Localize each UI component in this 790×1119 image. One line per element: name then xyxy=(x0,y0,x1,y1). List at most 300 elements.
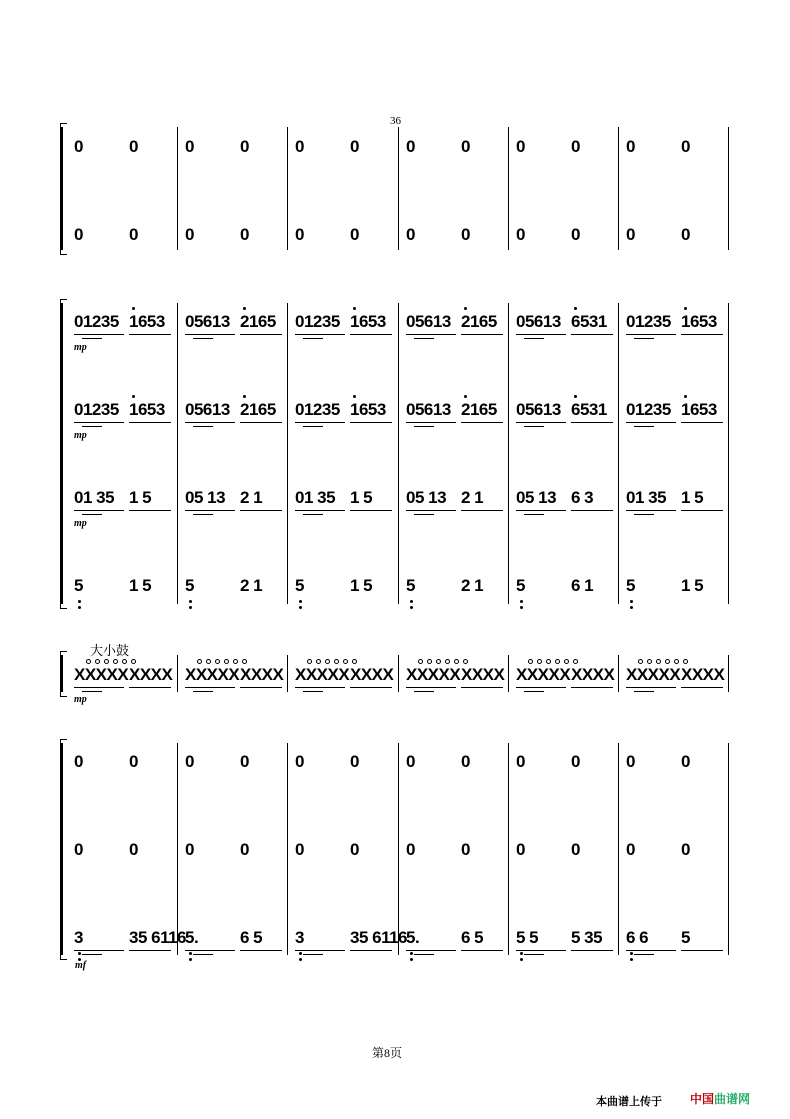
beam-line xyxy=(193,338,213,339)
beam-line xyxy=(82,514,102,515)
octave-dot xyxy=(189,952,192,955)
note-group: 5 xyxy=(626,576,635,595)
beam-line xyxy=(626,422,676,423)
barline xyxy=(618,127,619,250)
octave-dot xyxy=(520,600,523,603)
octave-dot xyxy=(684,307,687,310)
octave-dot xyxy=(189,606,192,609)
beam-line xyxy=(350,422,392,423)
octave-dot xyxy=(630,958,633,961)
accent-mark xyxy=(454,659,459,664)
beam-line xyxy=(129,687,171,688)
beam-line xyxy=(516,422,566,423)
beam-line xyxy=(461,422,503,423)
barline xyxy=(508,743,509,955)
octave-dot xyxy=(520,952,523,955)
note-group: 0 xyxy=(350,840,359,859)
note-group: 05 13 xyxy=(185,488,226,507)
beam-line xyxy=(634,338,654,339)
beam-line xyxy=(461,950,503,951)
beam-line xyxy=(295,422,345,423)
note-group: 0 xyxy=(185,225,194,244)
octave-dot xyxy=(299,600,302,603)
accent-mark xyxy=(307,659,312,664)
beam-line xyxy=(571,510,613,511)
barline xyxy=(728,655,729,692)
note-group: 01235 xyxy=(626,400,671,419)
beam-line xyxy=(74,950,124,951)
beam-line xyxy=(626,510,676,511)
note-group: 2165 xyxy=(240,400,276,419)
accent-mark xyxy=(131,659,136,664)
beam-line xyxy=(82,691,102,692)
note-group: 6 6 xyxy=(626,928,649,947)
note-group: 1 5 xyxy=(129,576,152,595)
note-group: 0 xyxy=(406,840,415,859)
note-group: 0 xyxy=(74,137,83,156)
octave-dot xyxy=(243,395,246,398)
beam-line xyxy=(185,950,235,951)
octave-dot xyxy=(243,307,246,310)
barline xyxy=(287,303,288,604)
note-group: 0 xyxy=(681,137,690,156)
note-group: 0 xyxy=(185,840,194,859)
octave-dot xyxy=(410,606,413,609)
octave-dot xyxy=(189,958,192,961)
octave-dot xyxy=(410,952,413,955)
accent-mark xyxy=(445,659,450,664)
note-group: 1 5 xyxy=(681,576,704,595)
note-group: XXXXX xyxy=(626,665,681,684)
accent-mark xyxy=(242,659,247,664)
barline xyxy=(728,743,729,955)
beam-line xyxy=(295,334,345,335)
barline xyxy=(728,303,729,604)
note-group: XXXX xyxy=(129,665,173,684)
beam-line xyxy=(634,691,654,692)
note-group: 2 1 xyxy=(461,576,484,595)
beam-line xyxy=(516,510,566,511)
beam-line xyxy=(303,514,323,515)
octave-dot xyxy=(353,307,356,310)
accent-mark xyxy=(343,659,348,664)
beam-line xyxy=(414,426,434,427)
note-group: 35 6116 xyxy=(350,928,408,947)
bracket-hook-top xyxy=(60,651,67,658)
note-group: 0 xyxy=(295,137,304,156)
accent-mark xyxy=(113,659,118,664)
note-group: 0 xyxy=(240,225,249,244)
drum-label: 大小鼓 xyxy=(90,643,130,658)
accent-mark xyxy=(564,659,569,664)
beam-line xyxy=(681,950,723,951)
beam-line xyxy=(74,334,124,335)
note-group: XXXX xyxy=(240,665,284,684)
note-group: XXXXX xyxy=(406,665,461,684)
accent-mark xyxy=(638,659,643,664)
beam-line xyxy=(129,510,171,511)
note-group: 0 xyxy=(406,137,415,156)
bracket-hook-top xyxy=(60,123,67,130)
bracket-hook-top xyxy=(60,739,67,746)
beam-line xyxy=(524,426,544,427)
note-group: 01235 xyxy=(295,400,340,419)
barline xyxy=(287,743,288,955)
bracket-hook-top xyxy=(60,299,67,306)
accent-mark xyxy=(555,659,560,664)
accent-mark xyxy=(427,659,432,664)
octave-dot xyxy=(299,952,302,955)
note-group: 0 xyxy=(571,840,580,859)
note-group: XXXXX xyxy=(74,665,129,684)
note-group: XXXX xyxy=(350,665,394,684)
footer-credit: 本曲谱上传于 xyxy=(596,1096,662,1108)
octave-dot xyxy=(132,395,135,398)
beam-line xyxy=(82,954,102,955)
accent-mark xyxy=(122,659,127,664)
note-group: 35 6116 xyxy=(129,928,187,947)
beam-line xyxy=(193,426,213,427)
note-group: 0 xyxy=(516,137,525,156)
beam-line xyxy=(414,514,434,515)
note-group: 05 13 xyxy=(406,488,447,507)
beam-line xyxy=(129,950,171,951)
note-group: 01235 xyxy=(74,400,119,419)
beam-line xyxy=(406,422,456,423)
note-group: 0 xyxy=(129,840,138,859)
accent-mark xyxy=(104,659,109,664)
beam-line xyxy=(681,334,723,335)
note-group: 0 xyxy=(129,752,138,771)
beam-line xyxy=(193,691,213,692)
note-group: 5 xyxy=(295,576,304,595)
note-group: 0 xyxy=(295,752,304,771)
note-group: 0 xyxy=(74,225,83,244)
note-group: 6531 xyxy=(571,400,607,419)
octave-dot xyxy=(684,395,687,398)
beam-line xyxy=(461,334,503,335)
note-group: 1 5 xyxy=(681,488,704,507)
dynamic-marking: mp xyxy=(74,694,87,705)
barline xyxy=(618,655,619,692)
accent-mark xyxy=(86,659,91,664)
accent-mark xyxy=(436,659,441,664)
beam-line xyxy=(129,334,171,335)
note-group: 2 1 xyxy=(240,576,263,595)
note-group: 0 xyxy=(350,225,359,244)
octave-dot xyxy=(630,606,633,609)
octave-dot xyxy=(78,606,81,609)
accent-mark xyxy=(528,659,533,664)
accent-mark xyxy=(316,659,321,664)
note-group: 0 xyxy=(626,137,635,156)
note-group: 05613 xyxy=(185,312,230,331)
beam-line xyxy=(185,510,235,511)
beam-line xyxy=(129,422,171,423)
note-group: 0 xyxy=(626,752,635,771)
note-group: 0 xyxy=(681,752,690,771)
beam-line xyxy=(240,510,282,511)
accent-mark xyxy=(418,659,423,664)
dynamic-marking: mp xyxy=(74,430,87,441)
note-group: 0 xyxy=(461,752,470,771)
note-group: 1653 xyxy=(129,400,165,419)
octave-dot xyxy=(464,395,467,398)
note-group: 01 35 xyxy=(295,488,336,507)
note-group: 0 xyxy=(571,137,580,156)
beam-line xyxy=(74,687,124,688)
accent-mark xyxy=(647,659,652,664)
note-group: 0 xyxy=(129,225,138,244)
note-group: 1653 xyxy=(350,400,386,419)
note-group: 2165 xyxy=(240,312,276,331)
octave-dot xyxy=(189,600,192,603)
note-group: 0 xyxy=(406,752,415,771)
barline xyxy=(618,743,619,955)
accent-mark xyxy=(95,659,100,664)
barline xyxy=(177,655,178,692)
beam-line xyxy=(571,334,613,335)
note-group: 2165 xyxy=(461,400,497,419)
accent-mark xyxy=(334,659,339,664)
note-group: 3 xyxy=(295,928,304,947)
beam-line xyxy=(303,426,323,427)
note-group: 5. xyxy=(185,928,199,947)
octave-dot xyxy=(520,606,523,609)
octave-dot xyxy=(299,606,302,609)
note-group: 0 xyxy=(516,752,525,771)
octave-dot xyxy=(353,395,356,398)
barline xyxy=(287,127,288,250)
beam-line xyxy=(516,687,566,688)
beam-line xyxy=(681,510,723,511)
note-group: 6 5 xyxy=(461,928,484,947)
note-group: 0 xyxy=(295,840,304,859)
beam-line xyxy=(185,334,235,335)
bracket-hook-bottom xyxy=(60,953,67,960)
note-group: 1653 xyxy=(681,400,717,419)
beam-line xyxy=(626,687,676,688)
barline xyxy=(508,127,509,250)
note-group: 0 xyxy=(681,225,690,244)
note-group: 01 35 xyxy=(626,488,667,507)
beam-line xyxy=(524,514,544,515)
beam-line xyxy=(295,687,345,688)
beam-line xyxy=(185,422,235,423)
note-group: 05613 xyxy=(406,312,451,331)
barline xyxy=(287,655,288,692)
note-group: 1653 xyxy=(350,312,386,331)
beam-line xyxy=(681,687,723,688)
system-bracket xyxy=(60,127,63,250)
accent-mark xyxy=(233,659,238,664)
barline xyxy=(398,743,399,955)
beam-line xyxy=(524,691,544,692)
beam-line xyxy=(634,954,654,955)
note-group: 6 3 xyxy=(571,488,594,507)
note-group: XXXX xyxy=(571,665,615,684)
barline xyxy=(728,127,729,250)
bracket-hook-bottom xyxy=(60,602,67,609)
octave-dot xyxy=(410,958,413,961)
note-group: 1653 xyxy=(681,312,717,331)
note-group: 0 xyxy=(295,225,304,244)
beam-line xyxy=(303,691,323,692)
barline xyxy=(398,655,399,692)
note-group: 0 xyxy=(626,840,635,859)
logo-prefix: 中国 xyxy=(690,1092,715,1106)
barline xyxy=(177,303,178,604)
note-group: XXXX xyxy=(461,665,505,684)
accent-mark xyxy=(206,659,211,664)
bracket-hook-bottom xyxy=(60,690,67,697)
dynamic-marking: mf xyxy=(75,960,87,971)
accent-mark xyxy=(665,659,670,664)
note-group: 1 5 xyxy=(350,576,373,595)
logo-suffix: 曲谱网 xyxy=(714,1092,751,1106)
beam-line xyxy=(571,950,613,951)
note-group: 0 xyxy=(516,840,525,859)
note-group: 3 xyxy=(74,928,83,947)
octave-dot xyxy=(630,600,633,603)
beam-line xyxy=(414,338,434,339)
note-group: XXXXX xyxy=(516,665,571,684)
barline xyxy=(398,303,399,604)
accent-mark xyxy=(656,659,661,664)
accent-mark xyxy=(352,659,357,664)
note-group: 5 xyxy=(185,576,194,595)
octave-dot xyxy=(520,958,523,961)
dynamic-marking: mp xyxy=(74,518,87,529)
barline xyxy=(618,303,619,604)
accent-mark xyxy=(674,659,679,664)
barline xyxy=(398,127,399,250)
note-group: 0 xyxy=(74,840,83,859)
note-group: 0 xyxy=(461,840,470,859)
beam-line xyxy=(240,334,282,335)
beam-line xyxy=(571,687,613,688)
note-group: 2 1 xyxy=(240,488,263,507)
note-group: 05613 xyxy=(516,400,561,419)
accent-mark xyxy=(224,659,229,664)
beam-line xyxy=(406,950,456,951)
bracket-hook-bottom xyxy=(60,248,67,255)
accent-mark xyxy=(463,659,468,664)
note-group: 05613 xyxy=(185,400,230,419)
note-group: 5 xyxy=(74,576,83,595)
beam-line xyxy=(350,334,392,335)
note-group: 0 xyxy=(240,752,249,771)
note-group: 5 xyxy=(681,928,690,947)
beam-line xyxy=(681,422,723,423)
note-group: 0 xyxy=(406,225,415,244)
beam-line xyxy=(516,950,566,951)
accent-mark xyxy=(573,659,578,664)
note-group: 1 5 xyxy=(350,488,373,507)
beam-line xyxy=(406,334,456,335)
note-group: 0 xyxy=(74,752,83,771)
note-group: 6531 xyxy=(571,312,607,331)
octave-dot xyxy=(574,395,577,398)
note-group: 5 5 xyxy=(516,928,539,947)
beam-line xyxy=(571,422,613,423)
beam-line xyxy=(74,510,124,511)
beam-line xyxy=(350,950,392,951)
note-group: 5. xyxy=(406,928,420,947)
accent-mark xyxy=(325,659,330,664)
beam-line xyxy=(350,510,392,511)
accent-mark xyxy=(537,659,542,664)
barline xyxy=(508,655,509,692)
octave-dot xyxy=(299,958,302,961)
note-group: 0 xyxy=(626,225,635,244)
note-group: 01 35 xyxy=(74,488,115,507)
beam-line xyxy=(240,950,282,951)
octave-dot xyxy=(630,952,633,955)
accent-mark xyxy=(215,659,220,664)
beam-line xyxy=(626,334,676,335)
note-group: 1 5 xyxy=(129,488,152,507)
note-group: 01235 xyxy=(626,312,671,331)
octave-dot xyxy=(132,307,135,310)
beam-line xyxy=(406,687,456,688)
note-group: 0 xyxy=(461,137,470,156)
accent-mark xyxy=(683,659,688,664)
beam-line xyxy=(414,954,434,955)
accent-mark xyxy=(546,659,551,664)
beam-line xyxy=(516,334,566,335)
octave-dot xyxy=(78,600,81,603)
note-group: 6 5 xyxy=(240,928,263,947)
note-group: 6 1 xyxy=(571,576,594,595)
barline xyxy=(508,303,509,604)
barline xyxy=(177,127,178,250)
note-group: 0 xyxy=(516,225,525,244)
beam-line xyxy=(193,514,213,515)
beam-line xyxy=(82,426,102,427)
note-group: 0 xyxy=(185,137,194,156)
footer-page-number: 第8页 xyxy=(372,1046,403,1060)
note-group: 01235 xyxy=(74,312,119,331)
octave-dot xyxy=(410,600,413,603)
beam-line xyxy=(295,950,345,951)
beam-line xyxy=(461,510,503,511)
note-group: 5 xyxy=(516,576,525,595)
system-bracket xyxy=(60,303,63,604)
note-group: 0 xyxy=(240,137,249,156)
note-group: XXXX xyxy=(681,665,725,684)
beam-line xyxy=(634,514,654,515)
note-group: 0 xyxy=(350,137,359,156)
beam-line xyxy=(524,954,544,955)
note-group: 2 1 xyxy=(461,488,484,507)
beam-line xyxy=(524,338,544,339)
beam-line xyxy=(303,338,323,339)
octave-dot xyxy=(78,952,81,955)
site-logo xyxy=(690,1090,750,1107)
beam-line xyxy=(74,422,124,423)
beam-line xyxy=(406,510,456,511)
beam-line xyxy=(414,691,434,692)
note-group: 0 xyxy=(185,752,194,771)
note-group: 2165 xyxy=(461,312,497,331)
note-group: 0 xyxy=(461,225,470,244)
note-group: 5 xyxy=(406,576,415,595)
beam-line xyxy=(295,510,345,511)
note-group: 05613 xyxy=(406,400,451,419)
note-group: 05613 xyxy=(516,312,561,331)
octave-dot xyxy=(574,307,577,310)
